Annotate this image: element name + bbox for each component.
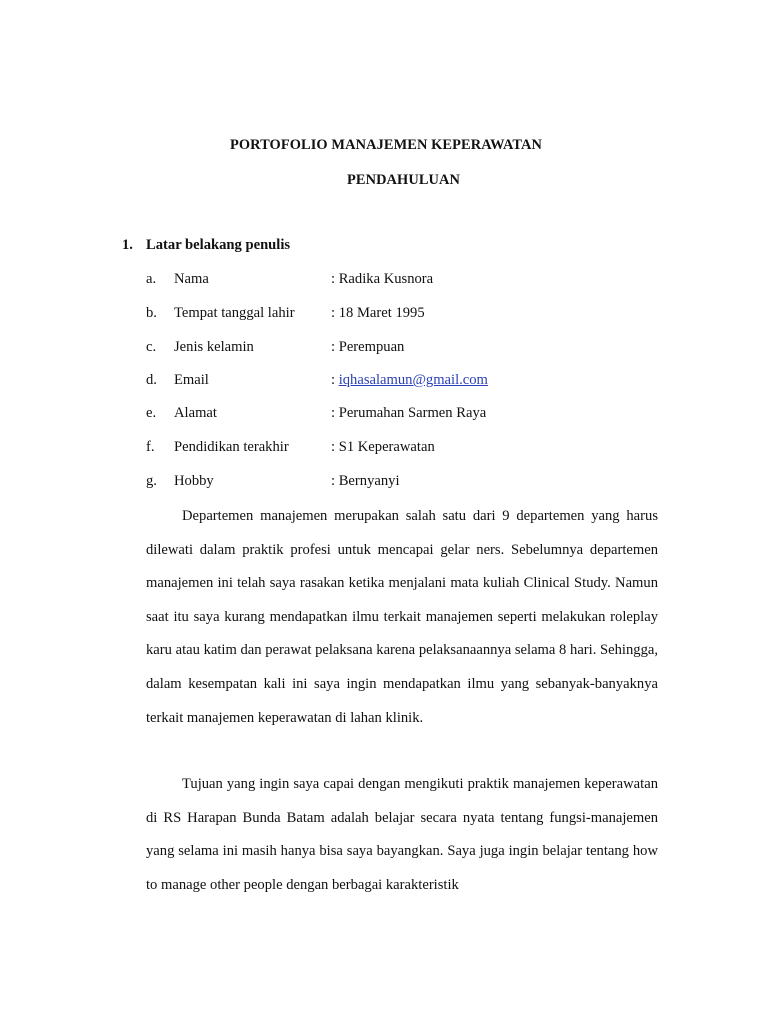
section-heading <box>122 237 290 254</box>
bio-letter: e. <box>146 405 157 421</box>
bio-value: : Perumahan Sarmen Raya <box>331 405 487 421</box>
bio-letter: a. <box>146 271 157 287</box>
section-heading-text: Latar belakang penulis <box>146 237 291 253</box>
bio-letter: c. <box>146 339 157 355</box>
bio-value: : Bernyanyi <box>331 473 400 489</box>
paragraph-departemen: Departemen manajemen merupakan salah satu dari 9 departemen yang harus dilewati dalam praktik profesi untuk mencapai gelar ners. Sebelumnya departemen manajemen ini telah saya rasakan ketika menjalani mata kuliah Clinical Study. Namun saat itu saya kurang mendapatkan ilmu terkait manajemen seperti melakukan roleplay karu atau katim dan perawat pelaksana karena pelaksanaannya selama 8 hari. Sehingga, dalam kesempatan kali ini saya ingin mendapatkan ilmu yang sebanyak-banyaknya terkait manajemen keperawatan di lahan klinik. <box>146 508 658 726</box>
bio-label: Tempat tanggal lahir <box>174 305 295 321</box>
bio-label: Pendidikan terakhir <box>174 439 289 455</box>
bio-letter: d. <box>146 372 157 388</box>
paragraph-tujuan: Tujuan yang ingin saya capai dengan mengikuti praktik manajemen keperawatan di RS Harapan Bunda Batam adalah belajar secara nyata tentang fungsi-manajemen yang selama ini masih hanya bisa saya bayangkan. Saya juga ingin belajar tentang how to manage other people dengan berbagai karakteristik <box>146 776 658 893</box>
section-number: 1. <box>122 237 133 253</box>
bio-letter: f. <box>146 439 155 455</box>
document-subtitle: PENDAHULUAN <box>346 172 461 188</box>
bio-label: Alamat <box>174 405 217 421</box>
bio-label: Email <box>174 372 209 388</box>
email-link[interactable]: iqhasalamun@gmail.com <box>338 372 488 388</box>
email-prefix: : <box>331 372 339 388</box>
bio-value: : S1 Keperawatan <box>331 439 435 455</box>
bio-label: Nama <box>174 271 209 287</box>
bio-value: : Radika Kusnora <box>331 271 434 287</box>
bio-letter: b. <box>146 305 157 321</box>
document-title: PORTOFOLIO MANAJEMEN KEPERAWATAN <box>229 137 543 153</box>
bio-label: Jenis kelamin <box>174 339 254 355</box>
bio-value: : 18 Maret 1995 <box>331 305 425 321</box>
bio-value: : Perempuan <box>331 339 405 355</box>
bio-letter: g. <box>146 473 157 489</box>
bio-value <box>331 372 488 389</box>
bio-label: Hobby <box>174 473 214 489</box>
